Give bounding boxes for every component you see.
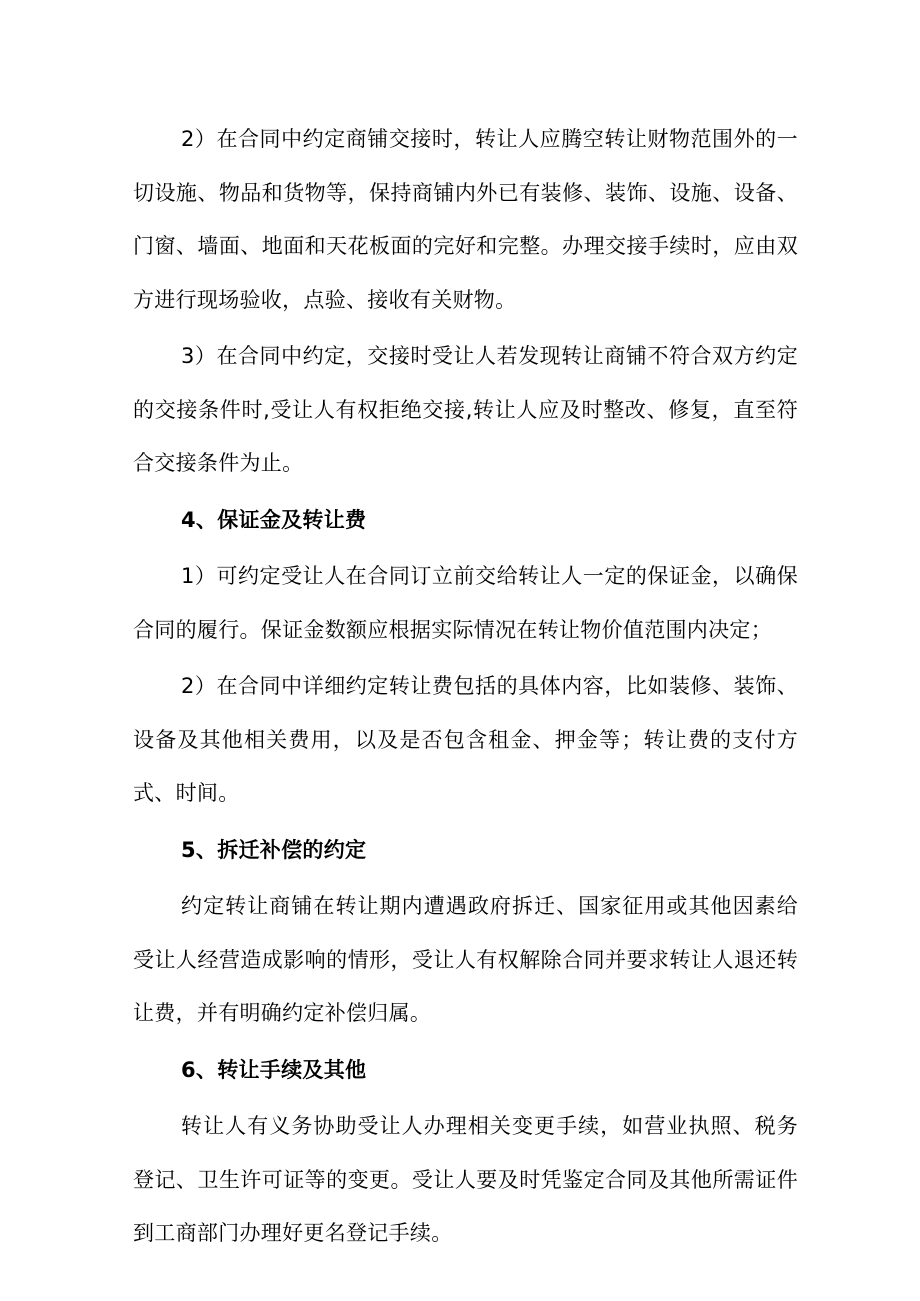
section-heading-demolition-compensation: 5、拆迁补偿的约定 <box>181 837 367 862</box>
paragraph-transfer-fee: 2）在合同中详细约定转让费包括的具体内容，比如装修、装饰、设备及其他相关费用，以及是否包含租金、押金等；转让费的支付方式、时间。 <box>133 674 798 805</box>
paragraph-transfer-procedures: 转让人有义务协助受让人办理相关变更手续，如营业执照、税务登记、卫生许可证等的变更。受让人要及时凭鉴定合同及其他所需证件到工商部门办理好更名登记手续。 <box>133 1114 798 1245</box>
paragraph-demolition-compensation: 约定转让商铺在转让期内遭遇政府拆迁、国家征用或其他因素给受让人经营造成影响的情形，受让人有权解除合同并要求转让人退还转让费，并有明确约定补偿归属。 <box>133 894 798 1025</box>
section-heading-deposit-transfer-fee: 4、保证金及转让费 <box>181 507 367 532</box>
section-heading-transfer-procedures: 6、转让手续及其他 <box>181 1057 367 1082</box>
document-body <box>133 113 798 1264</box>
paragraph-handover-rejection: 3）在合同中约定，交接时受让人若发现转让商铺不符合双方约定的交接条件时,受让人有权拒绝交接,转让人应及时整改、修复，直至符合交接条件为止。 <box>133 344 798 475</box>
paragraph-handover-clearance: 2）在合同中约定商铺交接时，转让人应腾空转让财物范围外的一切设施、物品和货物等，保持商铺内外已有装修、装饰、设施、设备、门窗、墙面、地面和天花板面的完好和完整。办理交接手续时，应由双方进行现场验收，点验、接收有关财物。 <box>133 127 798 312</box>
paragraph-deposit: 1）可约定受让人在合同订立前交给转让人一定的保证金，以确保合同的履行。保证金数额应根据实际情况在转让物价值范围内决定； <box>133 564 798 642</box>
